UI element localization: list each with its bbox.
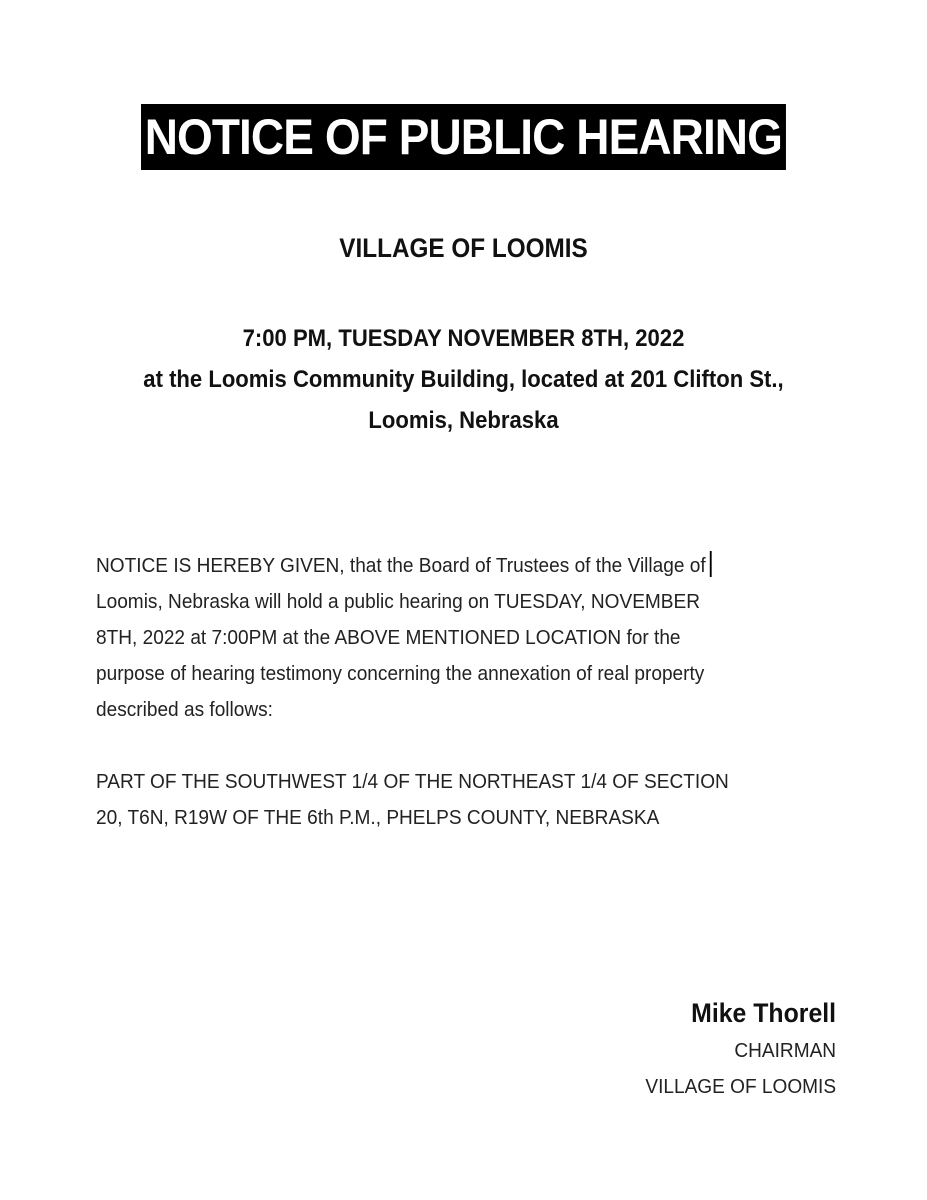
village-heading: VILLAGE OF LOOMIS (339, 233, 588, 263)
notice-body (96, 548, 803, 728)
signature-block (631, 993, 836, 1105)
signer-title: CHAIRMAN (734, 1039, 836, 1062)
body-line: Loomis, Nebraska will hold a public hearing on TUESDAY, NOVEMBER (96, 590, 701, 613)
hearing-location-line-2: Loomis, Nebraska (368, 407, 559, 434)
notice-title: NOTICE OF PUBLIC HEARING (141, 104, 786, 170)
body-line: described as follows: (96, 698, 273, 721)
legal-line: 20, T6N, R19W OF THE 6th P.M., PHELPS COUNTY, NEBRASKA (96, 806, 660, 829)
title-block (0, 104, 927, 170)
hearing-details (40, 318, 887, 441)
signer-name: Mike Thorell (691, 998, 836, 1028)
hearing-datetime: 7:00 PM, TUESDAY NOVEMBER 8TH, 2022 (242, 325, 685, 352)
text-cursor (709, 551, 711, 577)
legal-line: PART OF THE SOUTHWEST 1/4 OF THE NORTHEAST 1/4 OF SECTION (96, 770, 729, 793)
body-line: NOTICE IS HEREBY GIVEN, that the Board of Trustees of the Village of (96, 548, 803, 584)
body-line: 8TH, 2022 at 7:00PM at the ABOVE MENTIONED LOCATION for the (96, 626, 681, 649)
body-line: purpose of hearing testimony concerning the annexation of real property (96, 662, 705, 685)
signer-organization: VILLAGE OF LOOMIS (645, 1075, 836, 1098)
legal-description (96, 764, 821, 836)
hearing-location-line-1: at the Loomis Community Building, located at 201 Clifton St., (143, 366, 784, 393)
